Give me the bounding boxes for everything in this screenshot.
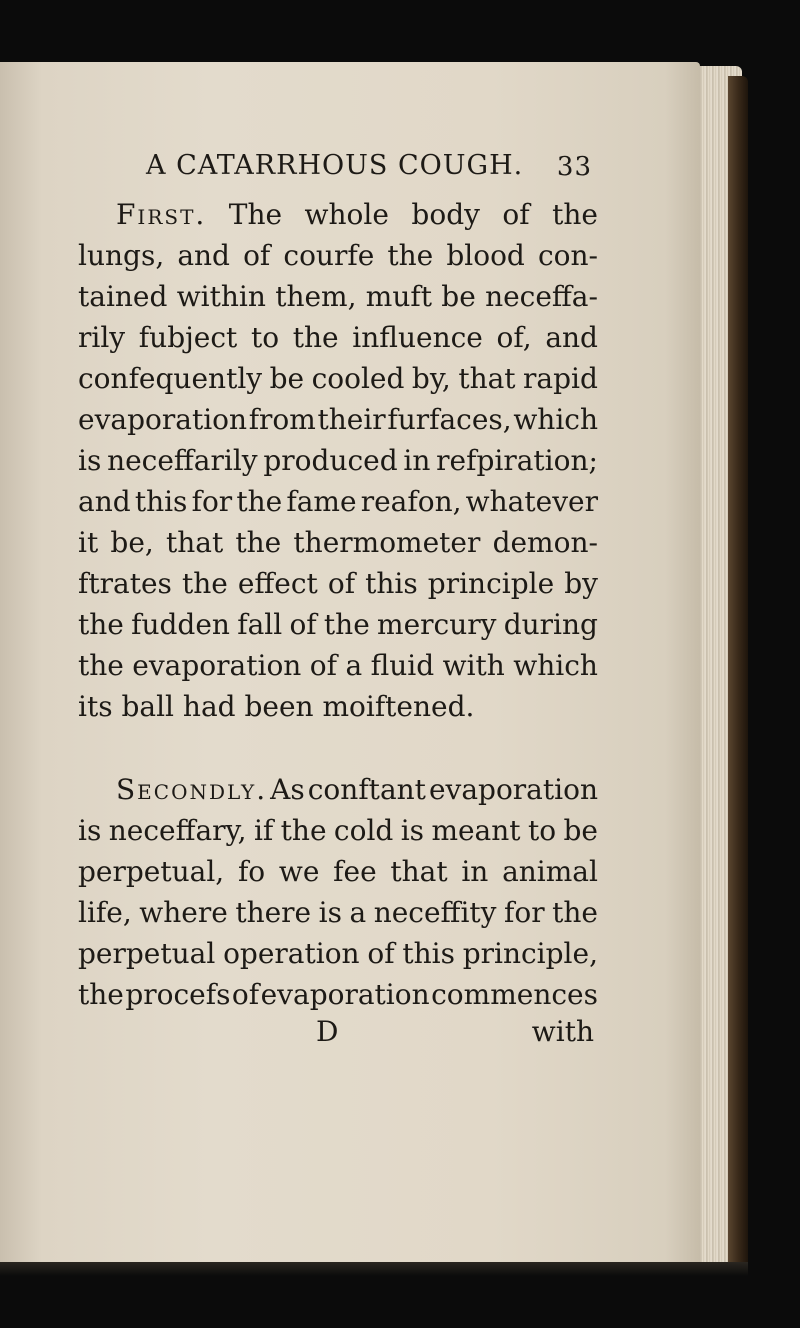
paragraph-line <box>78 194 598 235</box>
paragraph-line <box>78 974 598 1015</box>
word: rily <box>78 321 126 354</box>
signature-mark: D <box>316 1015 339 1048</box>
word: produced <box>263 444 398 477</box>
paragraph-line <box>78 481 598 522</box>
word: evaporation <box>78 403 248 436</box>
word: is <box>400 814 425 847</box>
word: fubject <box>138 321 238 354</box>
paragraph-line <box>78 892 598 933</box>
word: of <box>327 567 356 600</box>
word: neceffa- <box>485 280 598 313</box>
word: the <box>181 567 228 600</box>
paragraph-lead: First. <box>116 198 207 231</box>
catchword: with <box>531 1015 594 1048</box>
word: neceffarily <box>107 444 258 477</box>
word: and <box>177 239 230 272</box>
word: in <box>461 855 489 888</box>
word: animal <box>502 855 598 888</box>
word: during <box>503 608 598 641</box>
word: The <box>228 198 283 231</box>
word: tained <box>78 280 168 313</box>
word: this <box>402 937 455 970</box>
paragraph-secondly <box>78 769 598 1015</box>
word: and <box>545 321 598 354</box>
word: the <box>387 239 434 272</box>
word: is <box>318 896 342 929</box>
word: perpetual, <box>78 855 225 888</box>
word: whatever <box>465 485 598 518</box>
word: principle <box>427 567 555 600</box>
word: blood <box>446 239 525 272</box>
paragraph-line <box>78 851 598 892</box>
word: lungs, <box>78 239 165 272</box>
word: that <box>165 526 224 559</box>
word: if <box>253 814 274 847</box>
paragraph-line <box>78 933 598 974</box>
word: to <box>250 321 280 354</box>
word: demon- <box>492 526 598 559</box>
word: the <box>78 608 124 641</box>
word: muft <box>365 280 432 313</box>
word: body <box>411 198 480 231</box>
word: be, <box>110 526 154 559</box>
word: furfaces, <box>387 403 512 436</box>
word: for <box>504 896 545 929</box>
paragraph-line <box>78 522 598 563</box>
word: of <box>367 937 395 970</box>
word: operation <box>223 937 360 970</box>
word: of <box>231 978 260 1011</box>
running-title: A CATARRHOUS COUGH. <box>146 150 524 181</box>
word: the <box>236 485 283 518</box>
word: courfe <box>283 239 375 272</box>
word: principle, <box>462 937 598 970</box>
paragraph-line <box>78 769 598 810</box>
word: confequently <box>78 362 263 395</box>
word: the <box>235 526 282 559</box>
page-number: 33 <box>556 152 592 182</box>
word: of <box>309 649 338 682</box>
word: neceffary, <box>108 814 247 847</box>
word: of, <box>496 321 532 354</box>
word: a <box>349 896 367 929</box>
word: commences <box>431 978 598 1011</box>
running-header <box>78 150 598 194</box>
word: procefs <box>125 978 231 1011</box>
word: perpetual <box>78 937 216 970</box>
page-footer <box>78 1015 598 1056</box>
word: the <box>280 814 327 847</box>
word: is <box>78 814 102 847</box>
word: this <box>134 485 188 518</box>
paragraph-line <box>78 563 598 604</box>
word: meant <box>431 814 521 847</box>
word: to <box>527 814 557 847</box>
word: the <box>552 896 598 929</box>
word: which <box>513 403 598 436</box>
word: this <box>365 567 418 600</box>
word: fluid <box>370 649 435 682</box>
word: evaporation <box>428 773 598 806</box>
word: con- <box>537 239 598 272</box>
word: by <box>564 567 598 600</box>
paragraph-line <box>78 645 598 686</box>
word: fudden <box>131 608 230 641</box>
word: the <box>552 198 598 231</box>
word: a <box>345 649 363 682</box>
paragraph-line <box>78 317 598 358</box>
word: fame <box>286 485 357 518</box>
word: cooled <box>311 362 405 395</box>
word: life, <box>78 896 132 929</box>
word: within <box>176 280 266 313</box>
word: conftant <box>307 773 426 806</box>
word: mercury <box>377 608 497 641</box>
word: evaporation <box>132 649 302 682</box>
word: be <box>563 814 598 847</box>
paragraph-line <box>78 358 598 399</box>
word: fee <box>333 855 377 888</box>
word: in <box>403 444 431 477</box>
word: for <box>191 485 233 518</box>
word: evaporation <box>260 978 430 1011</box>
word: fo <box>237 855 266 888</box>
paragraph-line <box>78 276 598 317</box>
word: of <box>502 198 530 231</box>
paragraph-line <box>78 235 598 276</box>
word: their <box>317 403 386 436</box>
page-text <box>78 150 598 1056</box>
word: the <box>292 321 339 354</box>
word: and <box>78 485 131 518</box>
word: neceffity <box>373 896 497 929</box>
word: there <box>235 896 312 929</box>
word: by, <box>411 362 451 395</box>
word: refpiration; <box>436 444 598 477</box>
word: ftrates <box>78 567 172 600</box>
word: the <box>78 978 124 1011</box>
word: where <box>139 896 228 929</box>
word: of <box>243 239 271 272</box>
word: thermometer <box>293 526 481 559</box>
page-shadow <box>0 1262 748 1276</box>
word: of <box>289 608 317 641</box>
paragraph-line <box>78 810 598 851</box>
paragraph-lead: Secondly. <box>116 773 268 806</box>
word: that <box>458 362 516 395</box>
word: them, <box>275 280 357 313</box>
word: is <box>78 444 102 477</box>
paragraph-line <box>78 399 598 440</box>
paragraph-line: its ball had been moiftened. <box>78 690 475 723</box>
word: reafon, <box>360 485 462 518</box>
word: with <box>442 649 505 682</box>
paragraph-line <box>78 604 598 645</box>
word: fall <box>237 608 283 641</box>
word: the <box>323 608 370 641</box>
word: be <box>441 280 476 313</box>
paragraph-first <box>78 194 598 727</box>
word: rapid <box>523 362 598 395</box>
word: it <box>78 526 99 559</box>
paragraph-line <box>78 440 598 481</box>
word: influence <box>352 321 483 354</box>
word: As <box>270 773 305 806</box>
word: the <box>78 649 124 682</box>
word: be <box>269 362 305 395</box>
word: that <box>390 855 448 888</box>
book-cover-edge <box>728 76 748 1276</box>
word: which <box>513 649 598 682</box>
word: we <box>278 855 320 888</box>
word: from <box>248 403 316 436</box>
word: effect <box>237 567 318 600</box>
word: whole <box>304 198 389 231</box>
paragraph-gap <box>78 727 598 769</box>
word: cold <box>333 814 394 847</box>
